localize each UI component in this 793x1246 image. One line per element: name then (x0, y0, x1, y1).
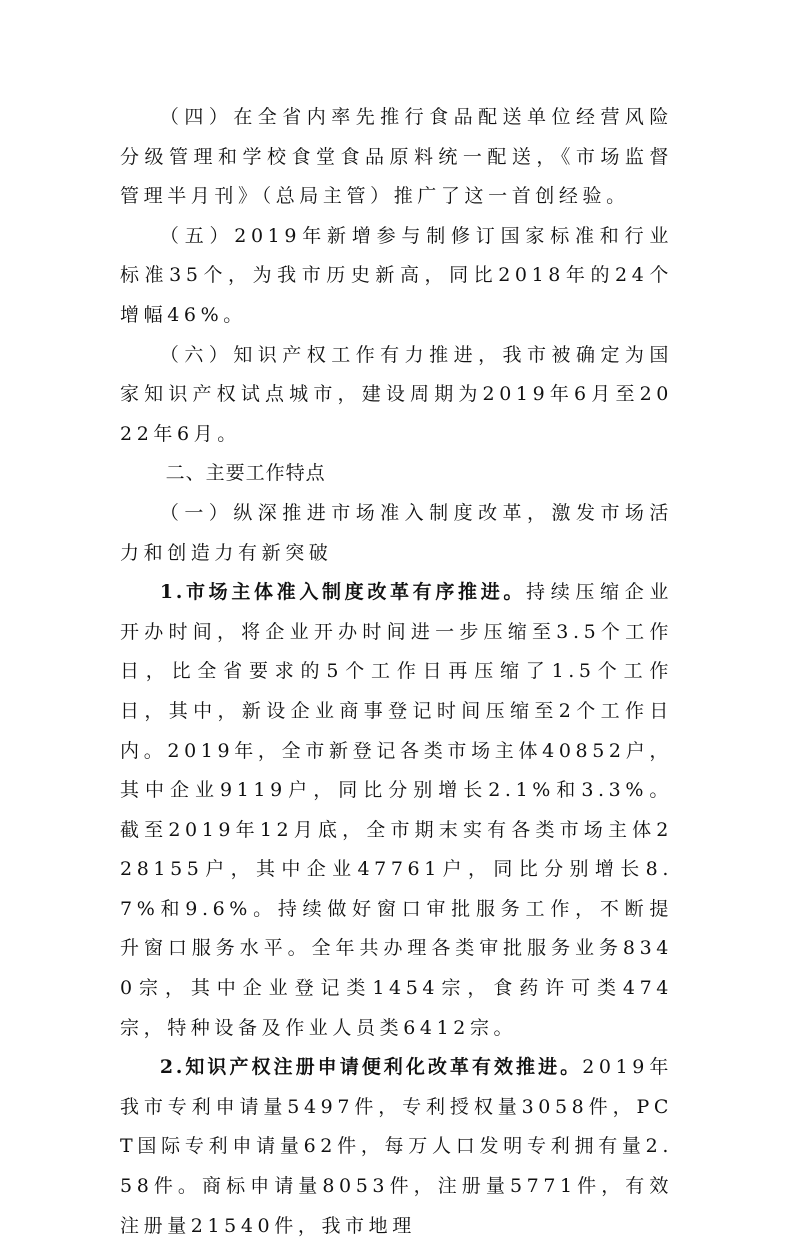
paragraph-item-6: （六）知识产权工作有力推进，我市被确定为国家知识产权试点城市，建设周期为2019年6月至2022年6月。 (120, 343, 673, 445)
subsection-heading-market-access: （一）纵深推进市场准入制度改革，激发市场活力和创造力有新突破 (120, 501, 673, 564)
paragraph-point-2 (120, 1048, 673, 1246)
point-2-lead: 2.知识产权注册申请便利化改革有效推进。 (159, 1056, 583, 1079)
section-heading-main-features: 二、主要工作特点 (165, 462, 326, 485)
paragraph-point-1 (120, 573, 673, 1048)
paragraph-item-5: （五）2019年新增参与制修订国家标准和行业标准35个，为我市历史新高，同比2018年的24个增幅46%。 (120, 224, 673, 326)
point-1-lead: 1.市场主体准入制度改革有序推进。 (159, 581, 527, 604)
document-page (120, 98, 673, 1246)
point-2-body: 2019年我市专利申请量5497件，专利授权量3058件，PCT国际专利申请量62件，每万人口发明专利拥有量2.58件。商标申请量8053件，注册量5771件，有效注册量21540件，我市地理 (120, 1056, 673, 1237)
paragraph-item-4: （四）在全省内率先推行食品配送单位经营风险分级管理和学校食堂食品原料统一配送，《市场监督管理半月刊》（总局主管）推广了这一首创经验。 (120, 106, 673, 208)
point-1-body: 持续压缩企业开办时间，将企业开办时间进一步压缩至3.5个工作日，比全省要求的5个工作日再压缩了1.5个工作日，其中，新设企业商事登记时间压缩至2个工作日内。2019年，全市新登记各类市场主体40852户，其中企业9119户，同比分别增长2.1%和3.3%。截至2019年12月底，全市期末实有各类市场主体228155户，其中企业47761户，同比分别增长8.7%和9.6%。持续做好窗口审批服务工作，不断提升窗口服务水平。全年共办理各类审批服务业务8340宗，其中企业登记类1454宗，食药许可类474宗，特种设备及作业人员类6412宗。 (120, 581, 673, 1039)
